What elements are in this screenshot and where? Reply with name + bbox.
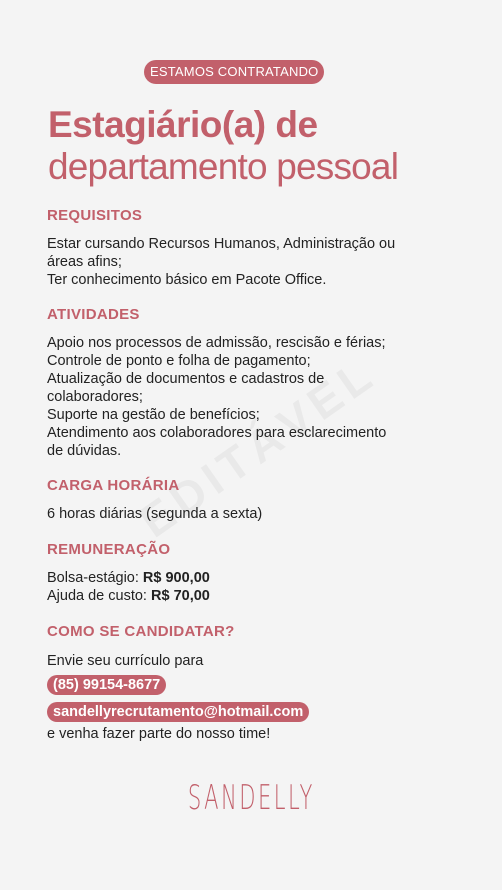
section-requisitos (47, 207, 467, 289)
requisitos-line: Estar cursando Recursos Humanos, Administração ou (47, 236, 396, 252)
email-row (47, 702, 467, 722)
section-heading-candidatar: COMO SE CANDIDATAR? (47, 623, 235, 640)
ajuda-row (47, 587, 467, 605)
phone-pill[interactable]: (85) 99154-8677 (47, 675, 166, 695)
phone-row (47, 675, 467, 695)
candidatar-closing: e venha fazer parte do nosso time! (47, 726, 271, 742)
hiring-badge: ESTAMOS CONTRATANDO (144, 60, 324, 84)
carga-text: 6 horas diárias (segunda a sexta) (47, 506, 263, 522)
section-candidatar (47, 623, 467, 743)
section-heading-remuneracao: REMUNERAÇÃO (47, 541, 171, 558)
job-title-line2: departamento pessoal (48, 146, 399, 187)
atividades-text (47, 334, 467, 460)
section-heading-carga: CARGA HORÁRIA (47, 477, 180, 494)
atividades-line: colaboradores; (47, 389, 143, 405)
atividades-line: Atendimento aos colaboradores para esclarecimento (47, 425, 387, 441)
atividades-line: Suporte na gestão de benefícios; (47, 407, 260, 423)
section-atividades (47, 306, 467, 460)
atividades-line: Atualização de documentos e cadastros de (47, 371, 325, 387)
section-heading-requisitos: REQUISITOS (47, 207, 143, 224)
bolsa-value: R$ 900,00 (142, 570, 210, 586)
requisitos-text (47, 235, 467, 289)
remuneracao-text (47, 569, 467, 605)
bolsa-label: Bolsa-estágio: (47, 570, 143, 586)
bolsa-row (47, 569, 467, 587)
brand-logo (0, 778, 502, 818)
email-pill[interactable]: sandellyrecrutamento@hotmail.com (47, 702, 309, 722)
atividades-line: de dúvidas. (47, 443, 122, 459)
candidatar-intro: Envie seu currículo para (47, 653, 204, 669)
atividades-line: Apoio nos processos de admissão, rescisão e férias; (47, 335, 386, 351)
ajuda-value: R$ 70,00 (151, 588, 210, 604)
content (47, 207, 467, 743)
section-heading-atividades: ATIVIDADES (47, 306, 140, 323)
requisitos-line: Ter conhecimento básico em Pacote Office. (47, 272, 327, 288)
ajuda-label: Ajuda de custo: (47, 588, 151, 604)
atividades-line: Controle de ponto e folha de pagamento; (47, 353, 311, 369)
section-carga-horaria (47, 477, 467, 523)
section-remuneracao (47, 541, 467, 605)
requisitos-line: áreas afins; (47, 254, 122, 270)
brand-logo-text: SANDELLY (187, 778, 315, 818)
job-title-line1: Estagiário(a) de (48, 104, 318, 145)
